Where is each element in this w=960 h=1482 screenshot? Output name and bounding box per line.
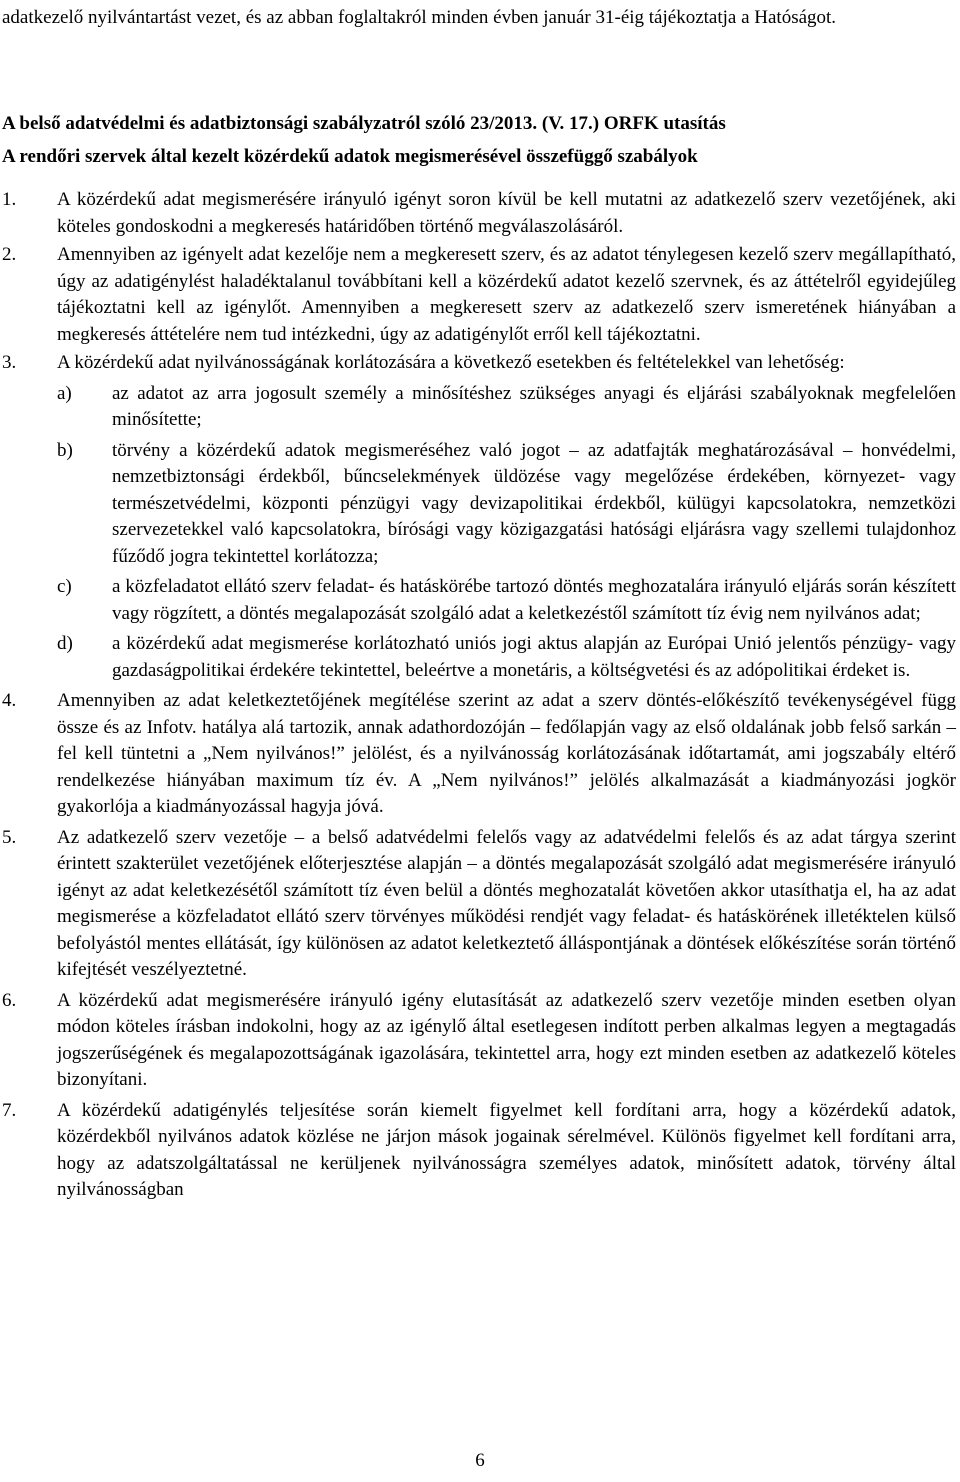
sub-item-label: c) [57, 576, 72, 597]
item-text: Amennyiben az igényelt adat kezelője nem a megkeresett szerv, és az adatot ténylegesen kezelő szerv megállapítható, úgy az adatigénylést haladéktalanul továbbítani kell a közérdekű adatot kezelő szervnek, és az áttételről egyidejűleg tájékoztatni kell az igénylőt. Amennyiben a megkeresett szerv az adatkezelő szerv ismeretének hiányában a megkeresés áttételére nem tud intézkedni, úgy az adatigénylőt erről kell tájékoztatni. [57, 244, 956, 345]
sub-item-text: törvény a közérdekű adatok megismeréséhez való jogot – az adatfajták meghatározásával – honvédelmi, nemzetbiztonsági érdekből, bűncselekmények üldözése vagy megelőzése érdekében, környezet- vagy természetvédelmi, központi pénzügyi vagy devizapolitikai érdekből, külügyi kapcsolatokra, nemzetközi szervezetekkel való kapcsolatokra, bírósági vagy közigazgatási hatósági eljárásra vagy szellemi tulajdonhoz fűződő jogra tekintettel korlátozza; [112, 439, 956, 567]
heading-line-2: A rendőri szervek által kezelt közérdekű adatok megismerésével összefüggő szabályok [2, 146, 698, 167]
list-item-1 [2, 187, 956, 240]
item-text: A közérdekű adat megismerésére irányuló igényt soron kívül be kell mutatni az adatkezelő szerv vezetőjének, aki köteles gondoskodni a megkeresés határidőben történő megválaszolásáról. [57, 189, 956, 237]
list-item-7 [2, 1098, 956, 1204]
sub-item-text: a közérdekű adat megismerése korlátozható uniós jogi aktus alapján az Európai Unió jelentős pénzügy- vagy gazdaságpolitikai érdekére tekintettel, beleértve a monetáris, a költségvetési és az adópolitikai érdeket is. [112, 633, 956, 681]
item-number: 1. [2, 189, 17, 210]
sub-item-text: az adatot az arra jogosult személy a minősítéshez szükséges anyagi és eljárási szabályoknak megfelelően minősítette; [112, 382, 956, 430]
sub-item-label: b) [57, 439, 73, 461]
page-number: 6 [475, 1450, 485, 1471]
item-number: 3. [2, 352, 17, 373]
item-text: Amennyiben az adat keletkeztetőjének megítélése szerint az adat a szerv döntés-előkészítő tevékenységével függ össze és az Infotv. hatálya alá tartozik, annak adathordozóján – fedőlapján vagy az első oldalának jobb felső sarkán – fel kell tüntetni a „Nem nyilvános!” jelölést, és a nyilvánosság korlátozásának időtartamát, ami jogszabály eltérő rendelkezése hiányában maximum tíz év. A „Nem nyilvános!” jelölés alkalmazását a kiadmányozási jogkör gyakorlója a kiadmányozással hagyja jóvá. [57, 690, 956, 817]
item-number: 7. [2, 1099, 17, 1121]
item-text: Az adatkezelő szerv vezetője – a belső adatvédelmi felelős vagy az adatvédelmi felelős és az adat tárgya szerint érintett szakterület vezetőjének előterjesztése alapján – a döntés megalapozását szolgáló adat megismerésére irányuló igényt az adat keletkezésétől számított tíz éven belül a döntés meghozatalát követően akkor utasíthatja el, ha az adat megismerése a közfeladatot ellátó szerv törvényes működési rendjét vagy feladat- és hatáskörének illetéktelen külső befolyástól mentes ellátását, így különösen az adatot keletkeztető álláspontjának a döntések előkészítése során történő kifejtését veszélyeztetné. [57, 826, 956, 980]
sub-item-text: a közfeladatot ellátó szerv feladat- és hatáskörébe tartozó döntés meghozatalára irányuló eljárás során készített vagy rögzített, a döntés megalapozását szolgáló adat a keletkezéstől számított tíz évig nem nyilvános adat; [112, 576, 956, 624]
list-item-3 [2, 350, 956, 684]
sub-item-c [57, 574, 956, 627]
list-item-2 [2, 242, 956, 348]
item-text: A közérdekű adat nyilvánosságának korlátozására a következő esetekben és feltételekkel van lehetőség: [57, 352, 845, 373]
item-number: 6. [2, 989, 17, 1011]
heading-line-1: A belső adatvédelmi és adatbiztonsági szabályzatról szóló 23/2013. (V. 17.) ORFK utasítás [2, 113, 726, 134]
list-item-6 [2, 988, 956, 1094]
item-number: 5. [2, 826, 17, 848]
item-text: A közérdekű adat megismerésére irányuló igény elutasítását az adatkezelő szerv vezetője minden esetben olyan módon köteles írásban indokolni, hogy az az igénylő által esetlegesen indított perben alkalmas legyen a megtagadás jogszerűségének és megalapozottságának igazolására, tekintettel arra, hogy ezt minden esetben az adatkezelő köteles bizonyítani. [57, 989, 956, 1090]
section-heading [2, 107, 956, 173]
sub-item-label: a) [57, 382, 72, 404]
sub-item-b [57, 438, 956, 571]
item-text: A közérdekű adatigénylés teljesítése során kiemelt figyelmet kell fordítani arra, hogy a közérdekű adatok, közérdekből nyilvános adatok közlése ne járjon mások jogainak sérelmével. Különös figyelmet kell fordítani arra, hogy az adatszolgáltatással ne kerüljenek nyilvánosságra személyes adatok, minősített adatok, törvény által nyilvánosságban [57, 1099, 956, 1200]
intro-paragraph: adatkezelő nyilvántartást vezet, és az abban foglaltakról minden évben január 31-éig tájékoztatja a Hatóságot. [2, 7, 837, 28]
item-number: 2. [2, 244, 17, 265]
sub-item-label: d) [57, 633, 73, 654]
list-item-4 [2, 688, 956, 821]
sub-item-d [57, 631, 956, 684]
numbered-list [2, 187, 956, 1204]
item-number: 4. [2, 690, 17, 711]
list-item-5 [2, 825, 956, 984]
sub-item-a [57, 381, 956, 434]
